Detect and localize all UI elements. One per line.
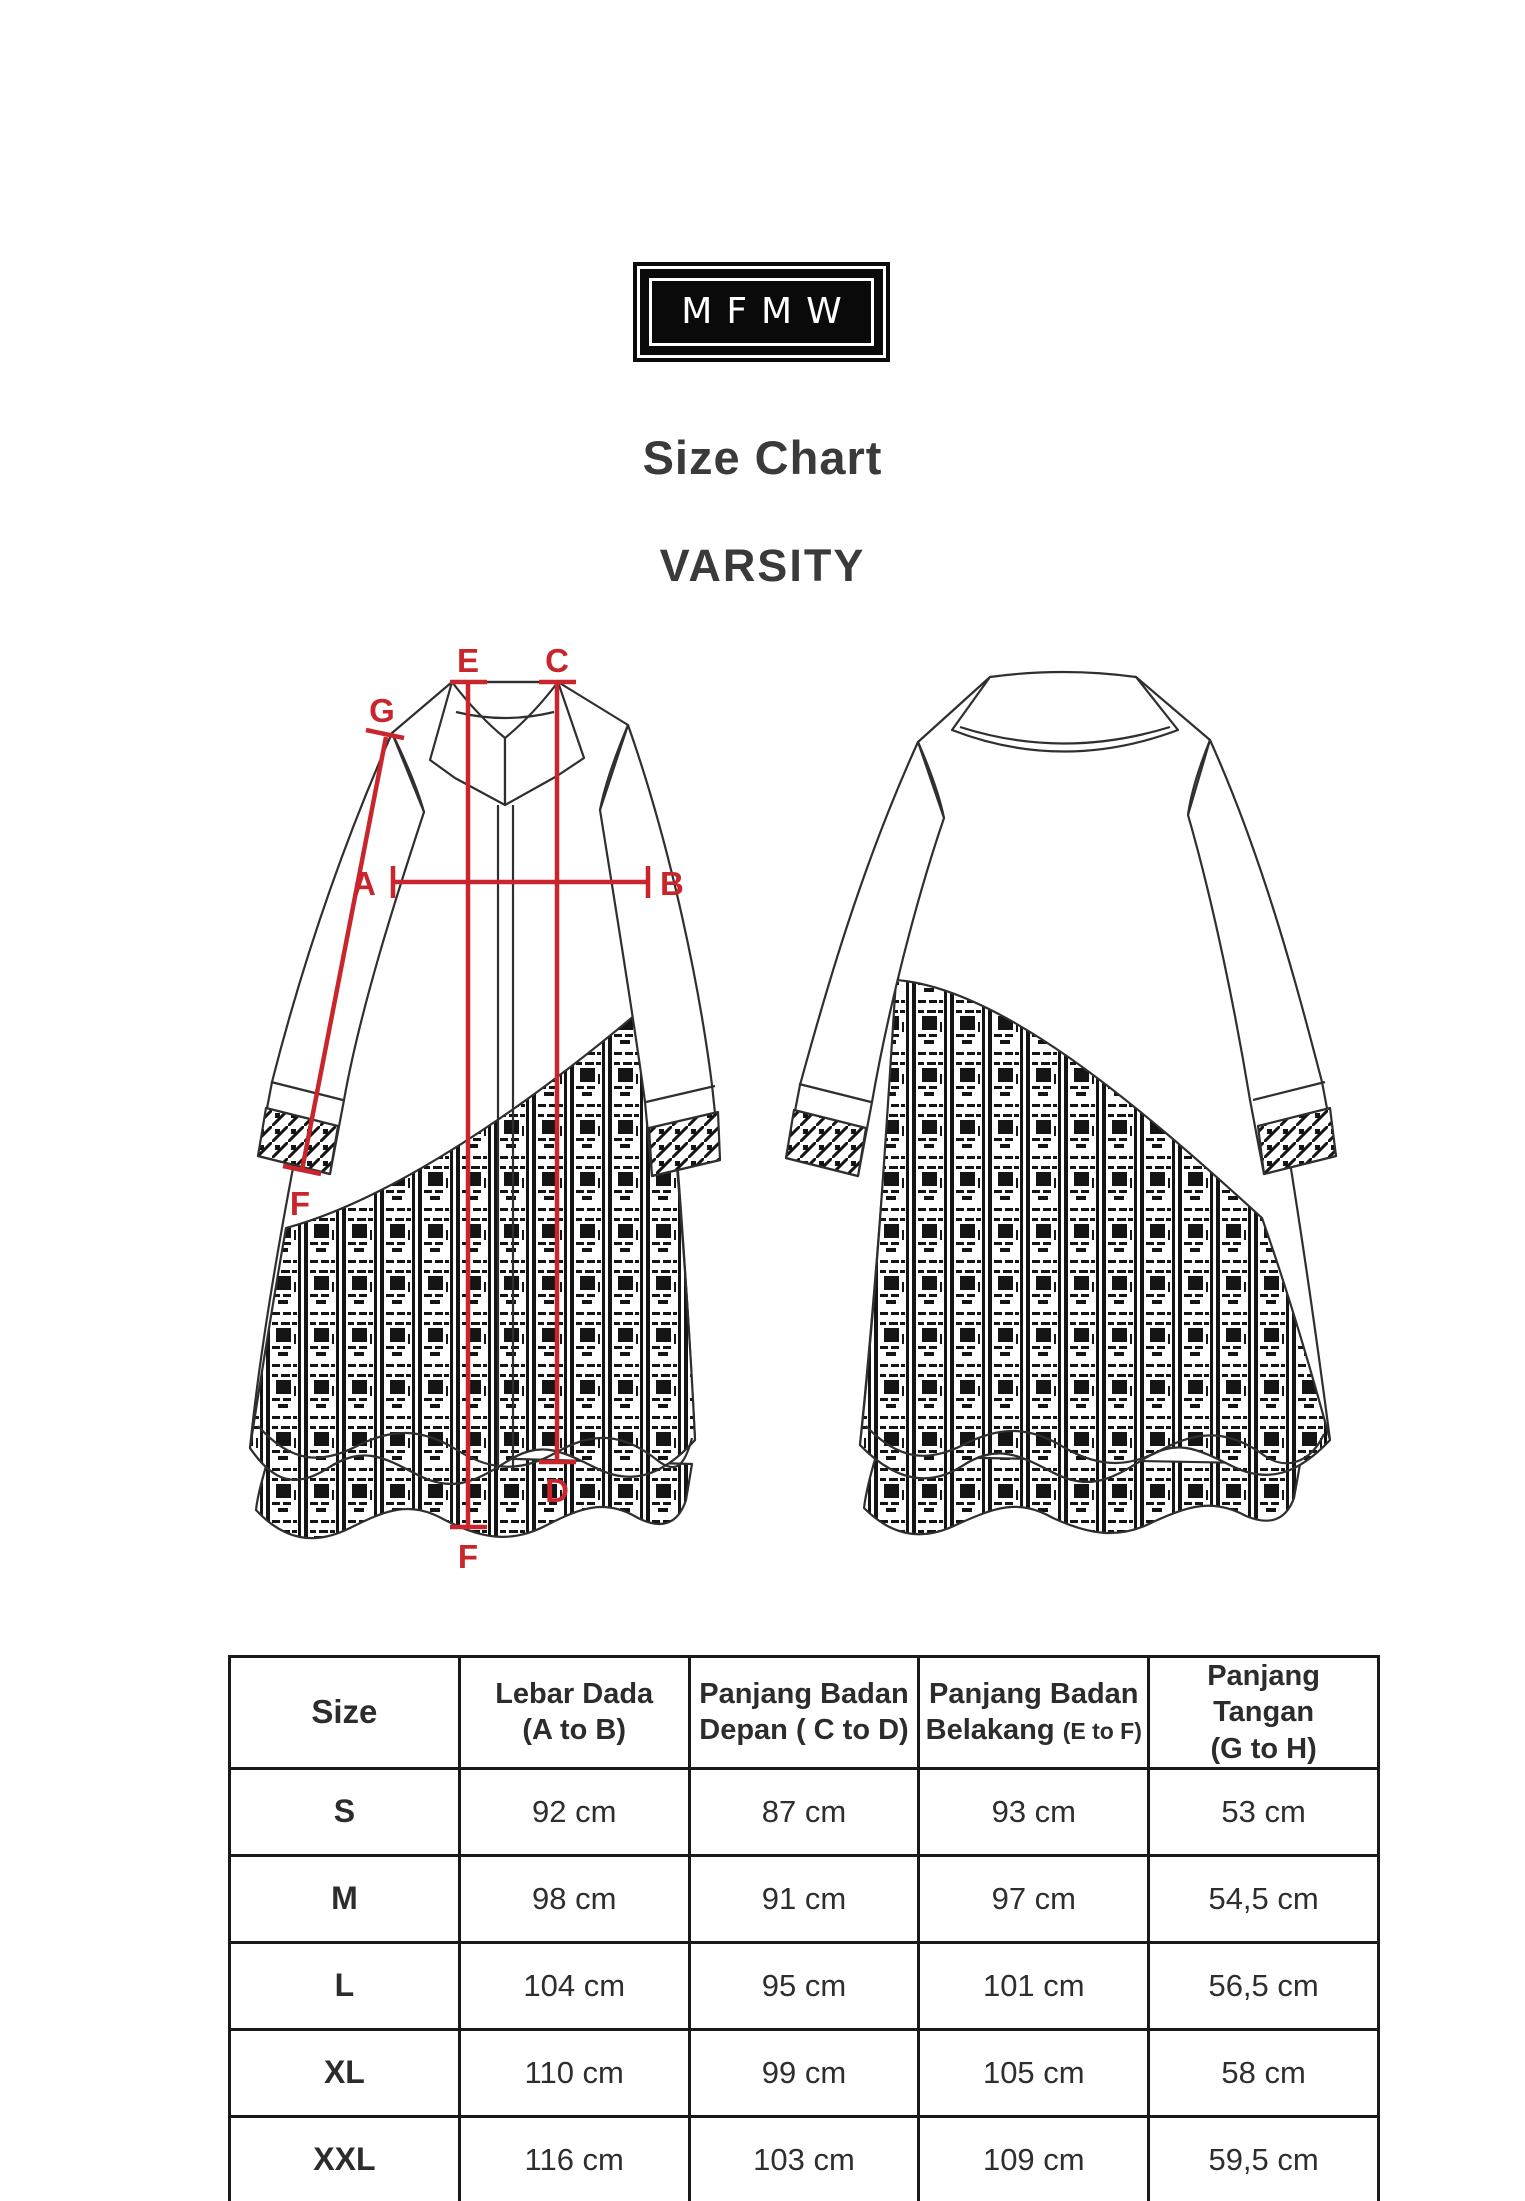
size-label: XL (230, 2029, 460, 2116)
value-cell: 92 cm (459, 1768, 689, 1855)
value-cell: 56,5 cm (1149, 1942, 1379, 2029)
value-cell: 103 cm (689, 2116, 919, 2201)
value-cell: 53 cm (1149, 1768, 1379, 1855)
value-cell: 104 cm (459, 1942, 689, 2029)
brand-logo-frame (649, 278, 874, 346)
table-header-row (230, 1657, 1379, 1769)
size-table (228, 1655, 1380, 2195)
value-cell: 87 cm (689, 1768, 919, 1855)
table-row (230, 2116, 1379, 2201)
value-cell: 105 cm (919, 2029, 1149, 2116)
value-cell: 93 cm (919, 1768, 1149, 1855)
label-F-hem: F (457, 1538, 479, 1575)
value-cell: 91 cm (689, 1855, 919, 1942)
label-B: B (660, 865, 684, 902)
label-A: A (352, 865, 376, 902)
product-name: VARSITY (659, 540, 866, 591)
size-label: S (230, 1768, 460, 1855)
value-cell: 95 cm (689, 1942, 919, 2029)
column-header-panjang-tangan: Panjang Tangan (G to H) (1149, 1657, 1379, 1769)
value-cell: 116 cm (459, 2116, 689, 2201)
value-cell: 98 cm (459, 1855, 689, 1942)
value-cell: 54,5 cm (1149, 1855, 1379, 1942)
back-view-drawing (786, 672, 1336, 1534)
label-G: G (369, 692, 395, 729)
column-header-panjang-badan-belakang: Panjang Badan Belakang (E to F) (919, 1657, 1149, 1769)
value-cell: 97 cm (919, 1855, 1149, 1942)
table-row (230, 2029, 1379, 2116)
front-view-drawing (250, 682, 720, 1538)
page-title: Size Chart (642, 431, 883, 484)
value-cell: 101 cm (919, 1942, 1149, 2029)
column-header-size: Size (230, 1657, 460, 1769)
column-header-lebar-dada: Lebar Dada (A to B) (459, 1657, 689, 1769)
value-cell: 109 cm (919, 2116, 1149, 2201)
label-D: D (545, 1472, 569, 1509)
value-cell: 110 cm (459, 2029, 689, 2116)
brand-logo-text: MFMW (681, 291, 856, 332)
label-E: E (456, 642, 480, 679)
column-header-panjang-badan-depan: Panjang Badan Depan ( C to D) (689, 1657, 919, 1769)
brand-logo-box (640, 269, 883, 355)
table-row (230, 1942, 1379, 2029)
label-F-cuff: F (289, 1185, 311, 1222)
table-row (230, 1855, 1379, 1942)
value-cell: 58 cm (1149, 2029, 1379, 2116)
size-diagram (0, 630, 1525, 1610)
value-cell: 59,5 cm (1149, 2116, 1379, 2201)
value-cell: 99 cm (689, 2029, 919, 2116)
size-label: XXL (230, 2116, 460, 2201)
table-row (230, 1768, 1379, 1855)
brand-logo (633, 262, 890, 362)
label-C: C (545, 642, 569, 679)
size-label: L (230, 1942, 460, 2029)
size-label: M (230, 1855, 460, 1942)
